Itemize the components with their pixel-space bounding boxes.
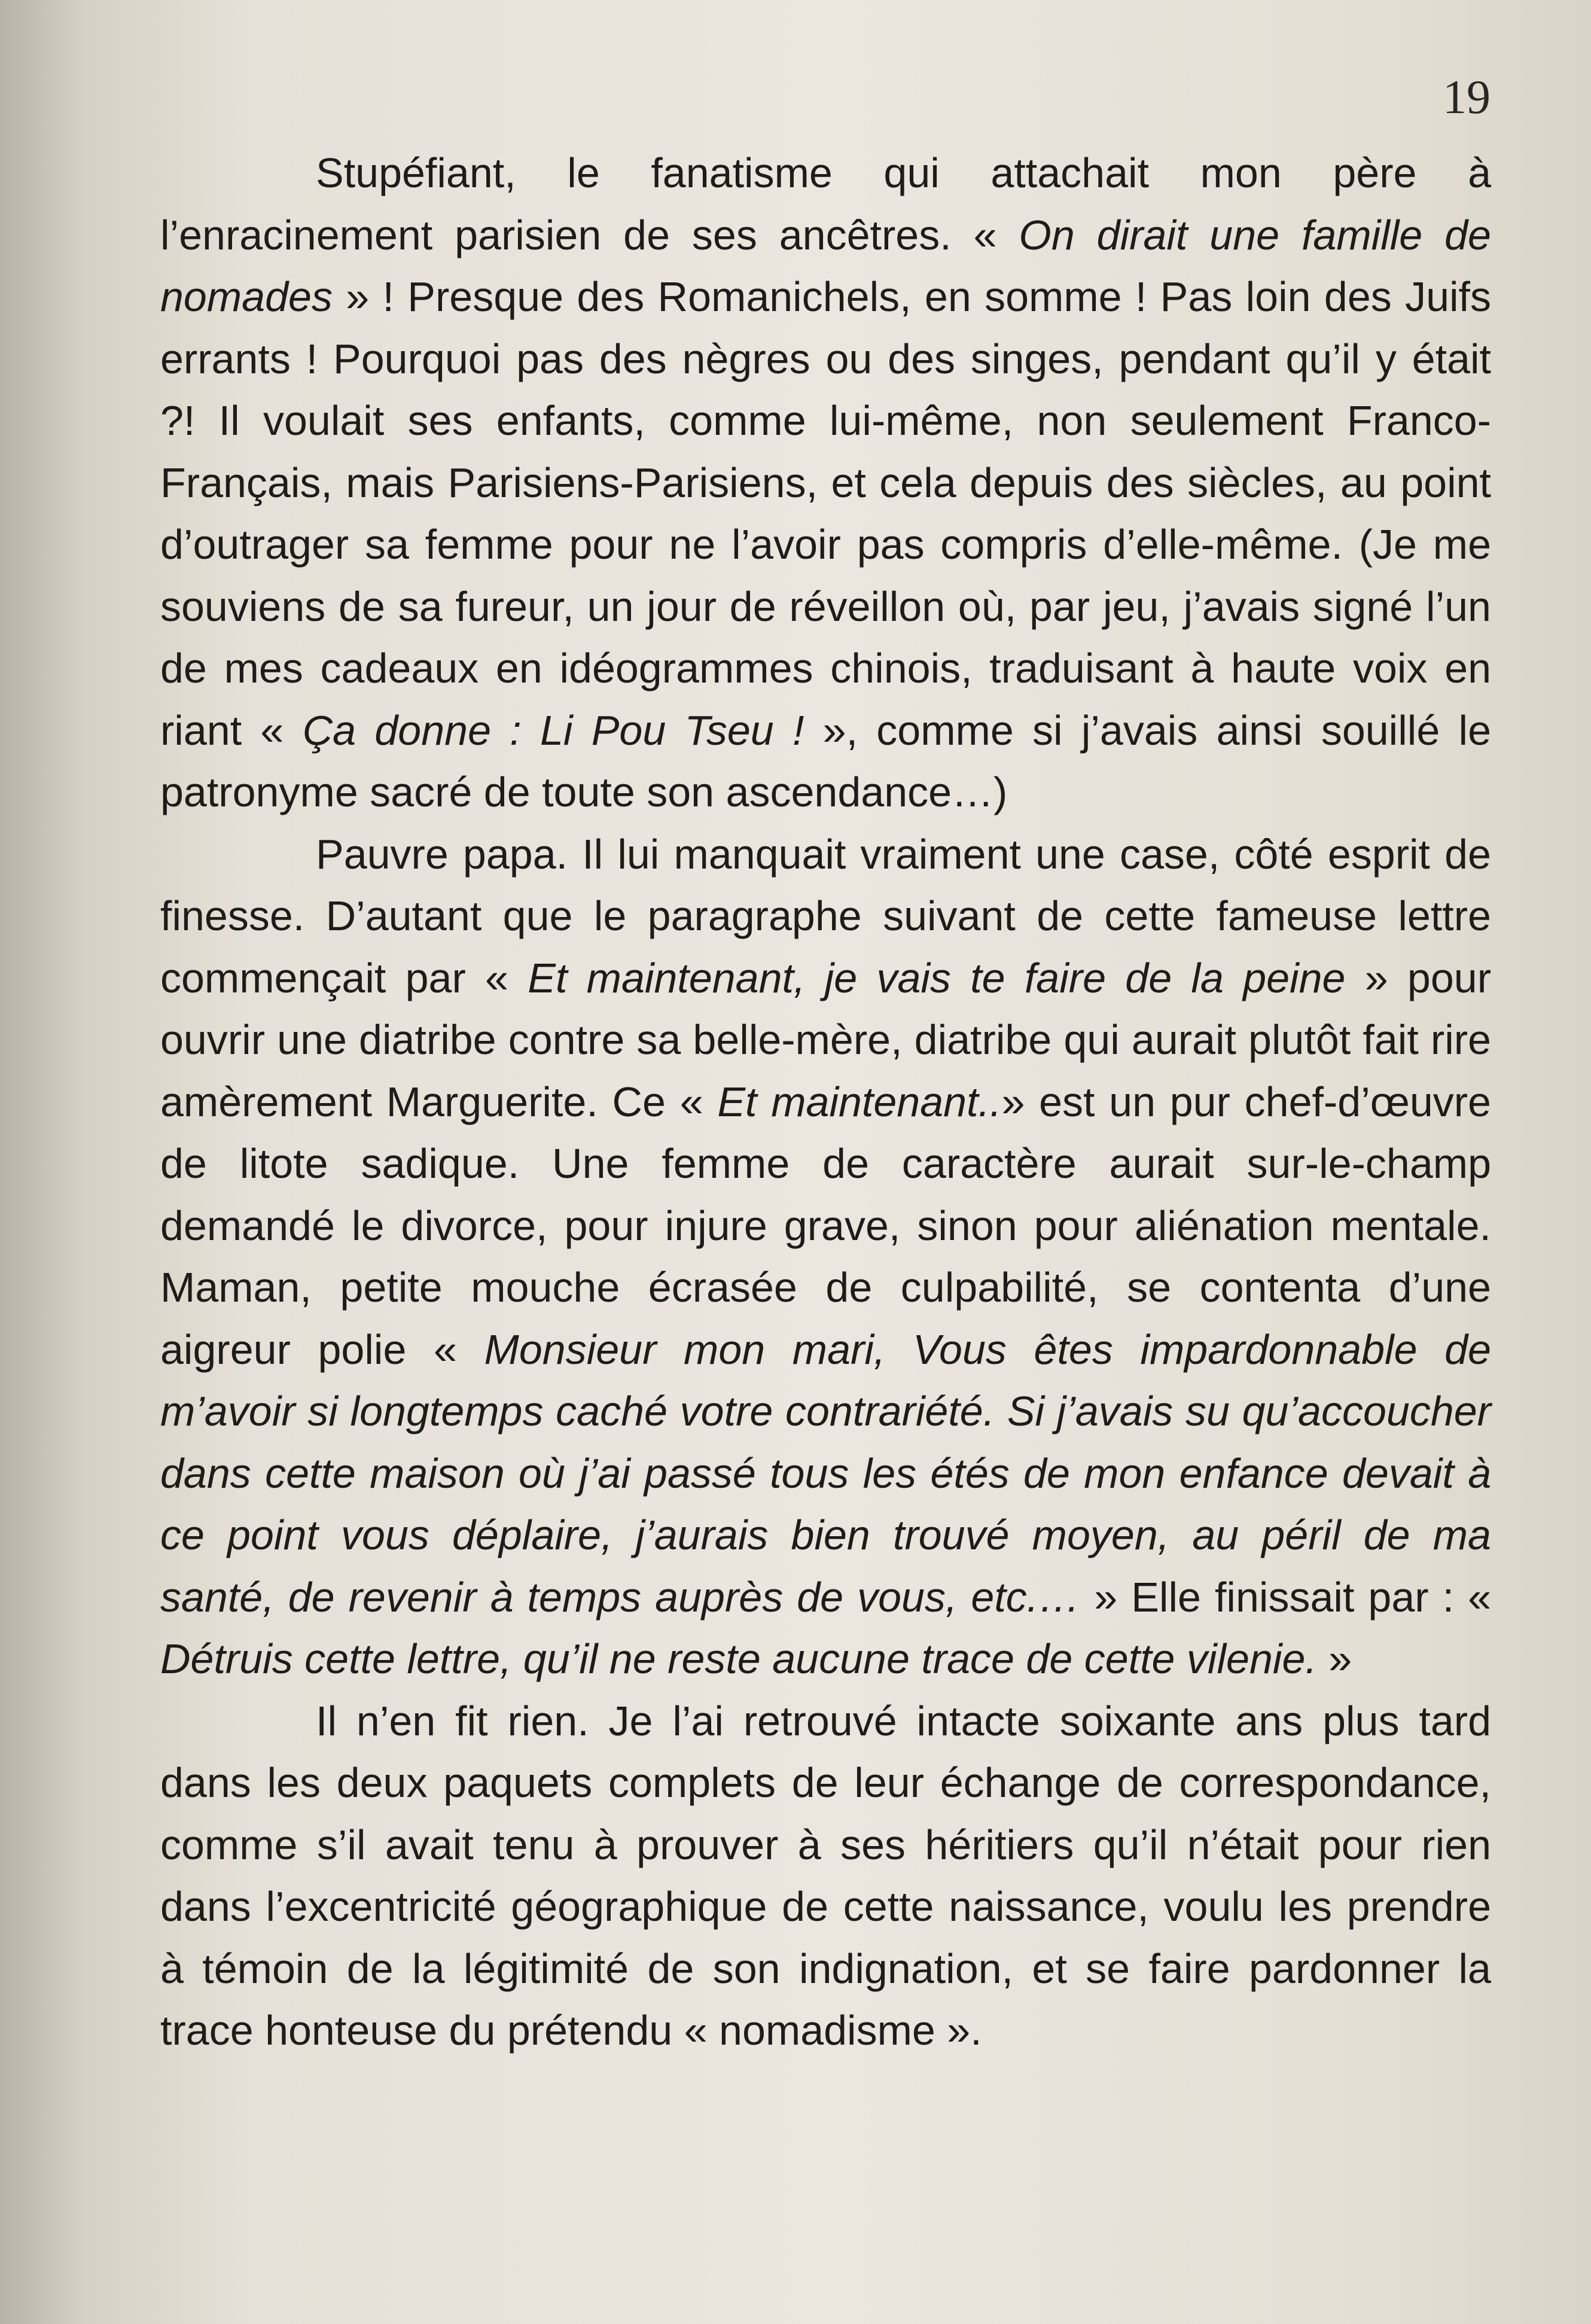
text-segment: Il n’en fit rien. Je l’ai retrouvé intacte soixante ans plus tard dans les deux paquets complets de leur échange de correspondance, comme s’il avait tenu à prouver à ses héritiers qu’il n’était pour rien dans l’excentricité géographique de cette naissance, voulu les prendre à témoin de la légitimité de son indignation, et se faire pardonner la trace honteuse du prétendu « nomadisme ». xyxy=(160,1697,1491,2054)
text-segment: » est un pur chef-d’œuvre de litote sadique. Une femme de caractère aurait sur-le-champ demandé le divorce, pour injure grave, sinon pour aliénation mentale. Maman, petite mouche écrasée de culpabilité, se contenta d’une aigreur polie « xyxy=(160,1078,1491,1373)
text-segment: » xyxy=(1316,1635,1352,1682)
page-number: 19 xyxy=(1443,71,1491,124)
body-text xyxy=(160,142,1491,2062)
text-segment: Stupéfiant, le fanatisme qui attachait mon père à l’enracinement parisien de ses ancêtres. xyxy=(160,150,1491,258)
text-segment: Pauvre papa. Il lui manquait vraiment une case, côté esprit de finesse. D’autant que le paragraphe suivant de cette fameuse lettre commençait par « xyxy=(160,830,1491,1001)
paragraph-3 xyxy=(160,1691,1491,2062)
text-segment: » Elle finissait par : « xyxy=(1080,1573,1492,1621)
text-segment: » pour ouvrir une diatribe contre sa belle-mère, diatribe qui aurait plutôt fait rire amèrement Marguerite. Ce « xyxy=(160,954,1491,1125)
quote-segment: On dirait une famille de nomades xyxy=(160,211,1491,320)
text-segment: », comme si j’avais ainsi souillé le patronyme sacré de toute son ascendance…) xyxy=(160,706,1492,815)
quote-segment: Monsieur mon mari, Vous êtes impardonnable de m’avoir si longtemps caché votre contrariété. Si j’avais su qu’accoucher dans cette maison où j’ai passé tous les étés de mon enfance devait à ce point vous déplaire, j’aurais bien trouvé moyen, au péril de ma santé, de revenir à temps auprès de vous, etc.… xyxy=(160,1326,1491,1621)
paragraph-1 xyxy=(160,142,1491,824)
paragraph-2 xyxy=(160,824,1491,1691)
quote-segment: Détruis cette lettre, qu’il ne reste aucune trace de cette vilenie. xyxy=(160,1635,1317,1682)
quote-segment: Et maintenant.. xyxy=(717,1078,1002,1125)
text-segment: « xyxy=(973,211,1019,258)
quote-segment: Et maintenant, je vais te faire de la peine xyxy=(528,954,1346,1001)
quote-segment: Ça donne : Li Pou Tseu ! xyxy=(302,706,804,754)
text-segment: » ! Presque des Romanichels, en somme ! Pas loin des Juifs errants ! Pourquoi pas des nègres ou des singes, pendant qu’il y était ?! Il voulait ses enfants, comme lui-même, non seulement Franco-Français, mais Parisiens-Parisiens, et cela depuis des siècles, au point d’outrager sa femme pour ne l’avoir pas compris d’elle-même. (Je me souviens de sa fureur, un jour de réveillon où, par jeu, j’avais signé l’un de mes cadeaux en idéogrammes chinois, traduisant à haute voix en riant « xyxy=(160,273,1491,754)
